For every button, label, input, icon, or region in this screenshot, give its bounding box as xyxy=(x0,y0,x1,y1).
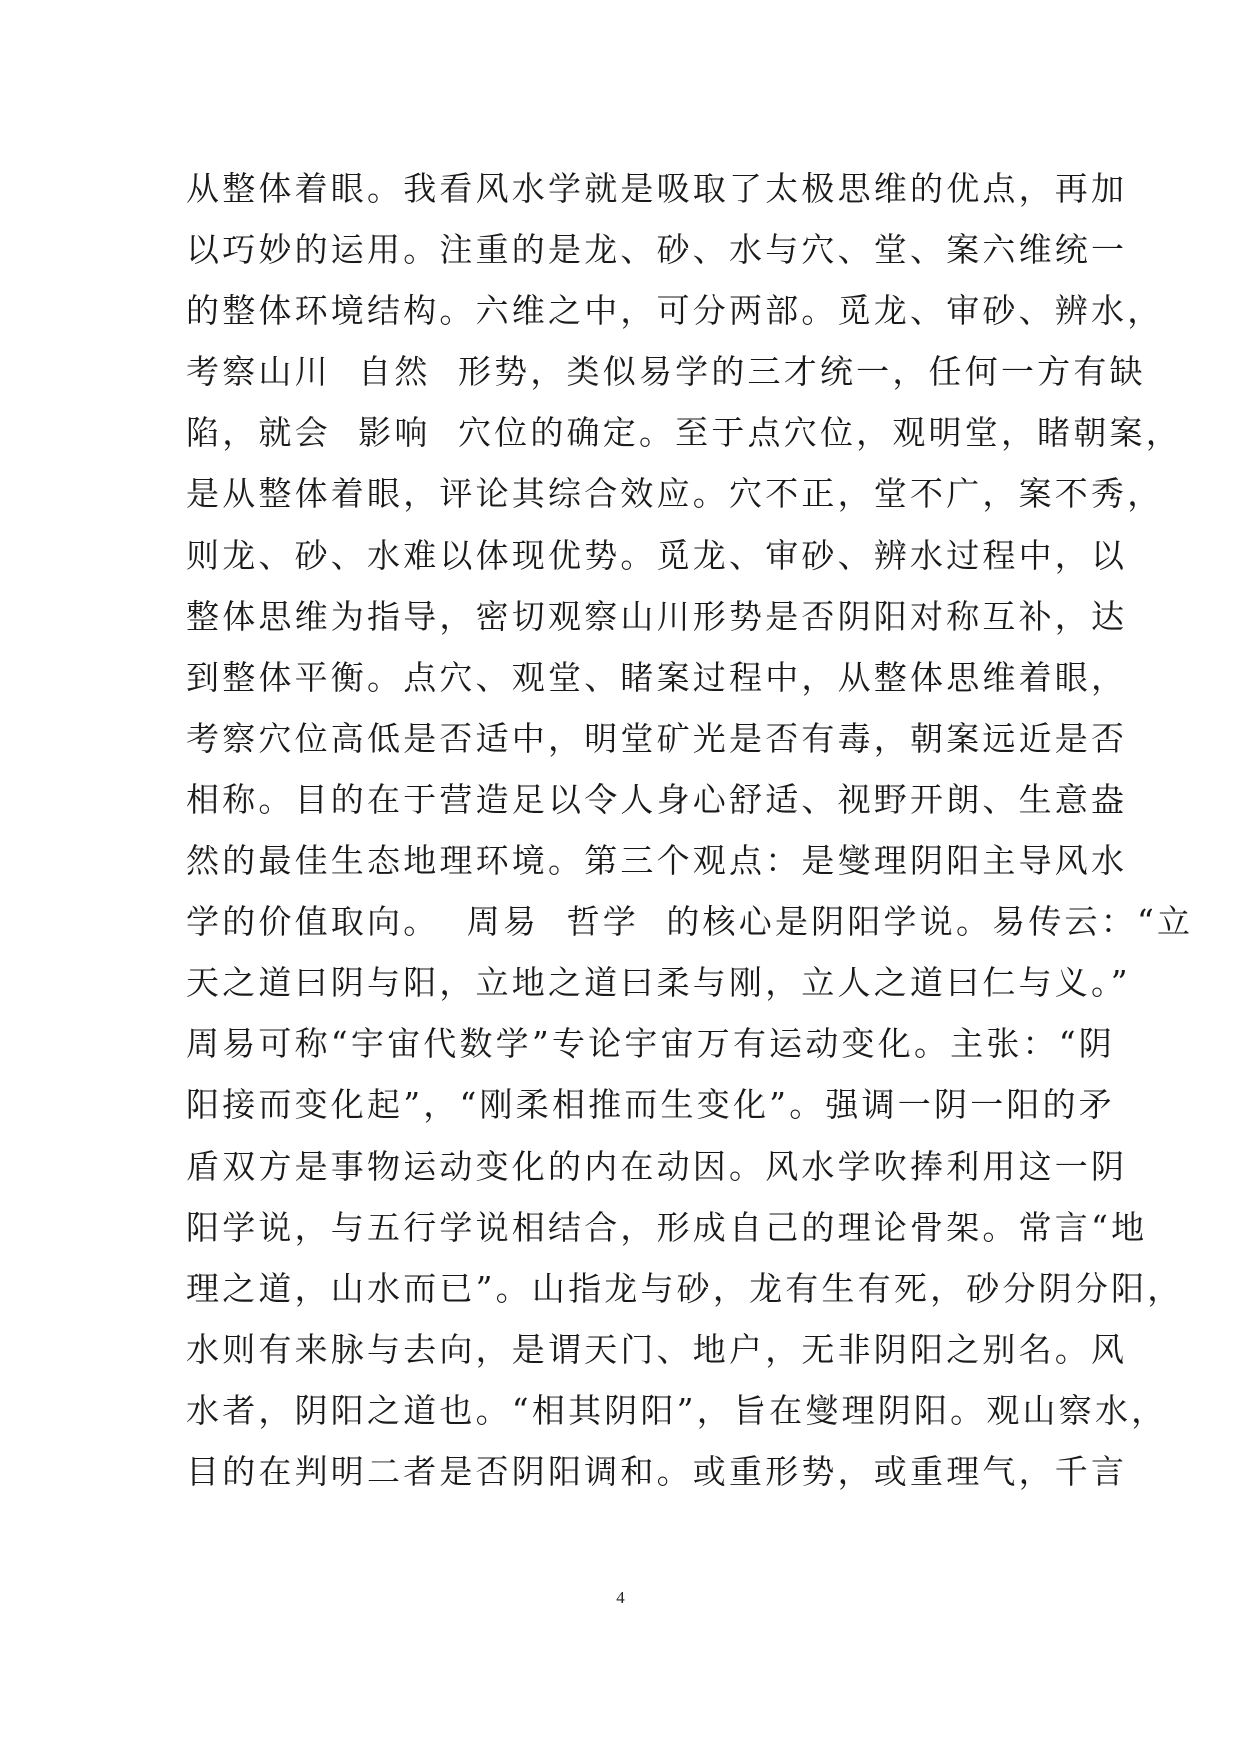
text-line: 水者，阴阳之道也。“相其阴阳”，旨在燮理阴阳。观山察水， xyxy=(186,1390,1168,1430)
text-line: 以巧妙的运用。注重的是龙、砂、水与穴、堂、案六维统一 xyxy=(186,230,1128,270)
text-line: 是从整体着眼，评论其综合效应。穴不正，堂不广，案不秀， xyxy=(186,474,1164,514)
text-line: 阳接而变化起”，“刚柔相推而生变化”。强调一阴一阳的矛 xyxy=(186,1085,1116,1125)
text-line: 整体思维为指导，密切观察山川形势是否阴阳对称互补，达 xyxy=(186,596,1128,636)
text-line: 考察山川 自然 形势，类似易学的三才统一，任何一方有缺 xyxy=(186,352,1146,392)
text-line: 从整体着眼。我看风水学就是吸取了太极思维的优点，再加 xyxy=(186,169,1128,208)
text-line: 学的价值取向。 周易 哲学 的核心是阴阳学说。易传云：“立 xyxy=(186,902,1194,942)
text-line: 目的在判明二者是否阴阳调和。或重形势，或重理气，千言 xyxy=(186,1451,1128,1491)
text-line: 相称。目的在于营造足以令人身心舒适、视野开朗、生意盎 xyxy=(186,779,1128,819)
text-line: 阳学说，与五行学说相结合，形成自己的理论骨架。常言“地 xyxy=(186,1207,1148,1247)
text-line: 然的最佳生态地理环境。第三个观点：是燮理阴阳主导风水 xyxy=(186,841,1128,881)
text-line: 盾双方是事物运动变化的内在动因。风水学吹捧利用这一阴 xyxy=(186,1146,1128,1186)
text-line: 则龙、砂、水难以体现优势。觅龙、审砂、辨水过程中，以 xyxy=(186,535,1128,575)
body-text xyxy=(186,158,1194,1502)
text-line: 的整体环境结构。六维之中，可分两部。觅龙、审砂、辨水， xyxy=(186,291,1164,331)
text-line: 周易可称“宇宙代数学”专论宇宙万有运动变化。主张：“阴 xyxy=(186,1024,1116,1064)
text-line: 水则有来脉与去向，是谓天门、地户，无非阴阳之别名。风 xyxy=(186,1329,1128,1369)
text-line: 天之道曰阴与阳，立地之道曰柔与刚，立人之道曰仁与义。” xyxy=(186,963,1131,1003)
text-line: 陷，就会 影响 穴位的确定。至于点穴位，观明堂，睹朝案， xyxy=(186,413,1182,453)
page-number: 4 xyxy=(616,1588,625,1607)
text-line: 到整体平衡。点穴、观堂、睹案过程中，从整体思维着眼， xyxy=(186,657,1128,697)
text-line: 理之道，山水而已”。山指龙与砂，龙有生有死，砂分阴分阳， xyxy=(186,1268,1184,1308)
text-line: 考察穴位高低是否适中，明堂矿光是否有毒，朝案远近是否 xyxy=(186,718,1128,758)
